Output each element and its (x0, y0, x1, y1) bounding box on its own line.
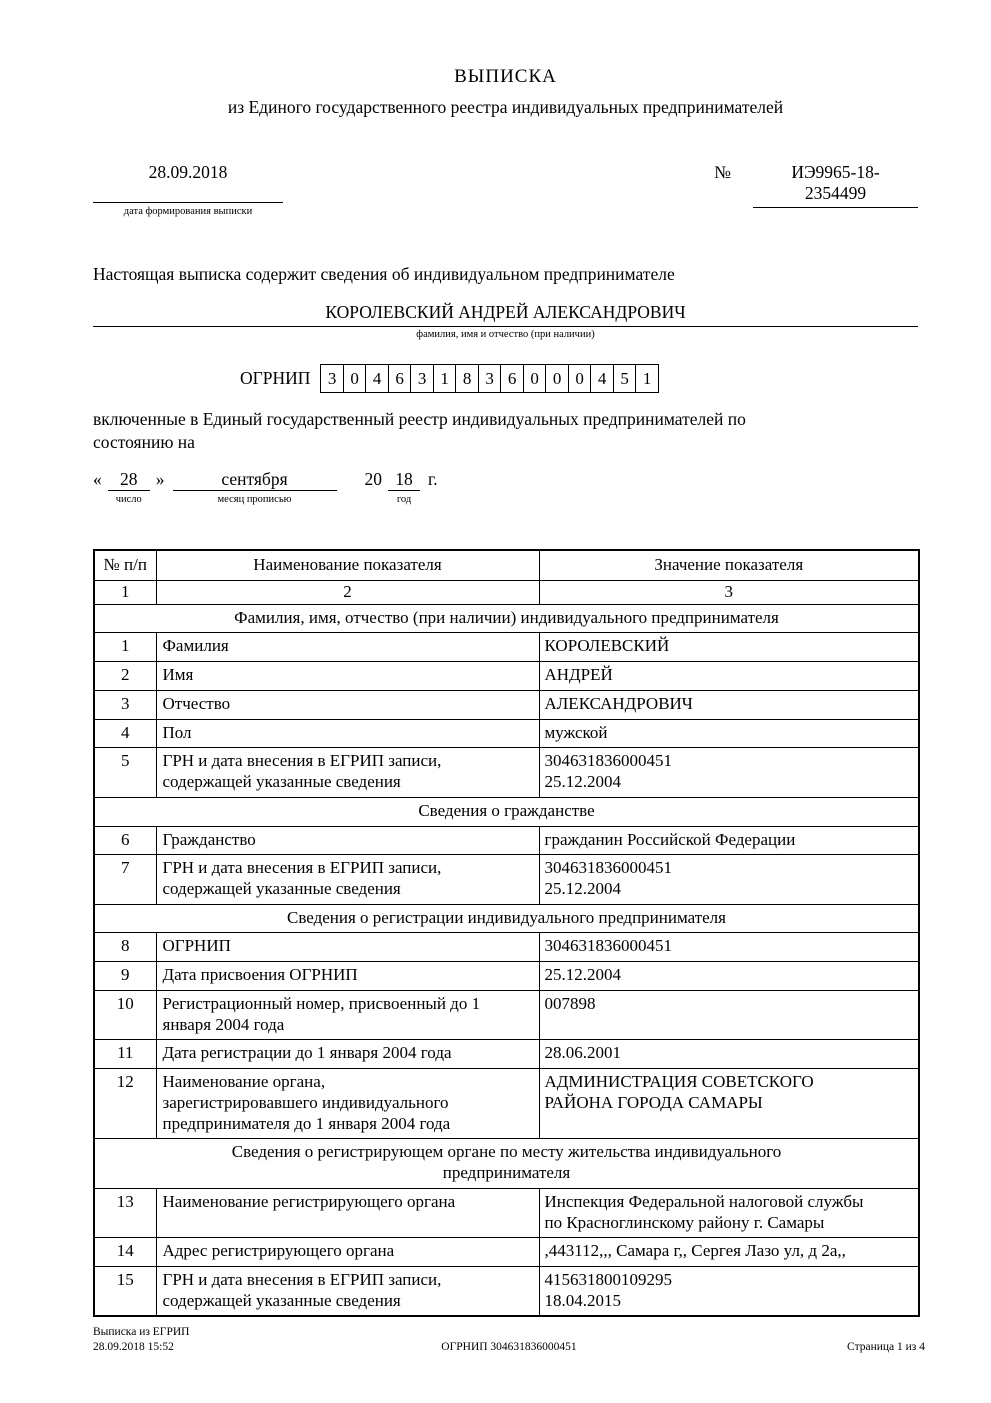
indicator-name-cell (156, 748, 539, 797)
indicator-value-cell (539, 990, 919, 1039)
text-line: включенные в Единый государственный реестр индивидуальных предпринимателей по (93, 409, 746, 429)
row-number-cell: 2 (94, 662, 156, 691)
text-line: 18.04.2015 (544, 1290, 621, 1310)
text-line: содержащей указанные сведения (162, 879, 401, 898)
text-line: Дата регистрации до 1 января 2004 года (162, 1043, 452, 1063)
document-number (753, 162, 918, 208)
row-number-cell: 12 (94, 1069, 156, 1139)
indicator-value-cell (539, 719, 919, 748)
indicator-value-cell (539, 855, 919, 904)
month-field (173, 469, 337, 505)
table-row (94, 990, 919, 1039)
extract-statement: Настоящая выписка содержит сведения об индивидуальном предпринимателе (93, 264, 675, 284)
indicator-value-cell (539, 633, 919, 662)
indicator-name-cell (156, 990, 539, 1039)
text-line: Регистрационный номер, присвоенный до 1 (162, 993, 481, 1013)
text-line: гражданин Российской Федерации (544, 829, 796, 849)
indicator-value-cell (539, 826, 919, 855)
as-of-date-row (93, 469, 918, 505)
text-line: мужской (544, 722, 608, 742)
text-line: Инспекция Федеральной налоговой службы (544, 1191, 864, 1211)
ogrnip-digit-box: 0 (343, 364, 367, 393)
document-title: ВЫПИСКА (454, 66, 557, 87)
ogrnip-digit-box: 0 (568, 364, 592, 393)
indicator-value-cell (539, 1267, 919, 1317)
table-section-row (94, 1139, 919, 1188)
formation-date: 28.09.2018 (93, 162, 283, 203)
indicator-value-cell (539, 662, 919, 691)
section-header (94, 797, 919, 826)
table-row (94, 1040, 919, 1069)
reference-row (93, 162, 918, 217)
indicator-name-cell (156, 933, 539, 962)
indicator-name-cell (156, 855, 539, 904)
table-row (94, 748, 919, 797)
text-line: Гражданство (162, 829, 256, 849)
ogrnip-digit-box: 3 (478, 364, 502, 393)
indicator-name-cell (156, 1069, 539, 1139)
formation-date-caption: дата формирования выписки (123, 206, 253, 217)
text-line: ГРН и дата внесения в ЕГРИП записи, (162, 858, 442, 878)
number-sign: № (714, 162, 731, 182)
row-number-cell: 9 (94, 962, 156, 991)
table-body (94, 604, 919, 1316)
formation-date-block (93, 162, 283, 217)
column-header-num: № п/п (94, 550, 156, 580)
text-line: содержащей указанные сведения (162, 1290, 401, 1310)
row-number-cell: 1 (94, 633, 156, 662)
column-number-1: 1 (94, 580, 156, 604)
indicator-name-cell (156, 1267, 539, 1317)
ogrnip-digit-box: 8 (455, 364, 479, 393)
month-value: сентября (173, 469, 337, 491)
text-line: ОГРНИП (162, 936, 231, 956)
text-line: ,443112,,, Самара г,, Сергея Лазо ул, д 2а,, (544, 1241, 846, 1261)
footer-timestamp: 28.09.2018 15:52 (93, 1340, 174, 1353)
section-header (94, 604, 919, 633)
text-line: 25.12.2004 (544, 772, 621, 792)
table-row (94, 1267, 919, 1317)
table-row (94, 662, 919, 691)
table-header-row (94, 550, 919, 580)
text-line: ГРН и дата внесения в ЕГРИП записи, (162, 751, 442, 771)
text-line: АДМИНИСТРАЦИЯ СОВЕТСКОГО (544, 1072, 814, 1092)
ogrnip-row (93, 364, 918, 393)
text-line: АЛЕКСАНДРОВИЧ (544, 693, 693, 713)
table-row (94, 633, 919, 662)
indicator-value-cell (539, 1040, 919, 1069)
ogrnip-digit-box: 4 (365, 364, 389, 393)
text-line: Отчество (162, 693, 231, 713)
text-line: по Красноглинскому району г. Самары (544, 1212, 825, 1232)
indicator-value-cell (539, 933, 919, 962)
text-line: ГРН и дата внесения в ЕГРИП записи, (162, 1270, 442, 1290)
ogrnip-digit-box: 0 (523, 364, 547, 393)
page-footer (93, 1325, 925, 1355)
ogrnip-digit-box: 6 (500, 364, 524, 393)
table-row (94, 826, 919, 855)
row-number-cell: 4 (94, 719, 156, 748)
section-header (94, 1139, 919, 1188)
indicator-value-cell (539, 962, 919, 991)
ogrnip-digit-box: 1 (635, 364, 659, 393)
indicator-value-cell (539, 748, 919, 797)
row-number-cell: 14 (94, 1238, 156, 1267)
indicator-name-cell (156, 1188, 539, 1237)
row-number-cell: 10 (94, 990, 156, 1039)
section-header (94, 904, 919, 933)
close-quote: » (155, 469, 165, 490)
column-header-name: Наименование показателя (156, 550, 539, 580)
footer-page-number: Страница 1 из 4 (847, 1340, 925, 1353)
table-row (94, 1188, 919, 1237)
table-row (94, 962, 919, 991)
indicator-name-cell (156, 633, 539, 662)
indicator-name-cell (156, 662, 539, 691)
indicator-name-cell (156, 826, 539, 855)
text-line: 415631800109295 (544, 1270, 672, 1290)
table-row (94, 1238, 919, 1267)
day-caption: число (115, 494, 142, 506)
indicator-value-cell (539, 690, 919, 719)
row-number-cell: 7 (94, 855, 156, 904)
open-quote: « (93, 469, 102, 490)
year-value: 18 (388, 469, 420, 491)
text-line: Сведения о регистрирующем органе по месту жительства индивидуального (231, 1142, 782, 1162)
text-line: состоянию на (93, 432, 195, 453)
footer-doc-type: Выписка из ЕГРИП (93, 1326, 190, 1338)
text-line: КОРОЛЕВСКИЙ (544, 636, 670, 656)
indicator-name-cell (156, 719, 539, 748)
table-section-row (94, 797, 919, 826)
text-line: Наименование органа, (162, 1072, 326, 1092)
year-suffix: г. (428, 469, 438, 490)
ogrnip-digit-box: 0 (545, 364, 569, 393)
row-number-cell: 15 (94, 1267, 156, 1317)
ogrnip-digit-box: 6 (388, 364, 412, 393)
footer-left (93, 1325, 370, 1355)
row-number-cell: 13 (94, 1188, 156, 1237)
text-line: Сведения о регистрации индивидуального предпринимателя (287, 907, 726, 927)
text-line: РАЙОНА ГОРОДА САМАРЫ (544, 1092, 763, 1112)
text-line: 25.12.2004 (544, 879, 621, 898)
text-line: Фамилия, имя, отчество (при наличии) индивидуального предпринимателя (234, 607, 779, 627)
text-line: 25.12.2004 (544, 965, 621, 985)
ogrnip-digit-box: 5 (613, 364, 637, 393)
row-number-cell: 11 (94, 1040, 156, 1069)
document-number-line2: 2354499 (804, 182, 867, 203)
text-line: предпринимателя (442, 1163, 571, 1183)
ogrnip-digit-box: 3 (320, 364, 344, 393)
document-number-block (714, 162, 918, 208)
text-line: 28.06.2001 (544, 1043, 621, 1063)
year-caption: год (396, 494, 412, 506)
text-line: января 2004 года (162, 1014, 285, 1034)
text-line: Дата присвоения ОГРНИП (162, 965, 358, 985)
row-number-cell: 6 (94, 826, 156, 855)
month-caption: месяц прописью (217, 494, 292, 506)
table-section-row (94, 604, 919, 633)
column-number-2: 2 (156, 580, 539, 604)
column-header-value: Значение показателя (539, 550, 919, 580)
text-line: предпринимателя до 1 января 2004 года (162, 1113, 451, 1133)
text-line: 007898 (544, 993, 596, 1013)
ogrnip-digit-boxes (320, 364, 659, 393)
table-row (94, 933, 919, 962)
indicator-name-cell (156, 1040, 539, 1069)
table-section-row (94, 904, 919, 933)
text-line: 304631836000451 (544, 936, 672, 956)
indicator-name-cell (156, 1238, 539, 1267)
text-line: содержащей указанные сведения (162, 772, 401, 792)
year-field (388, 469, 420, 505)
indicator-name-cell (156, 962, 539, 991)
entrepreneur-name-caption: фамилия, имя и отчество (при наличии) (416, 329, 595, 340)
text-line: зарегистрировавшего индивидуального (162, 1092, 449, 1112)
entrepreneur-name: КОРОЛЕВСКИЙ АНДРЕЙ АЛЕКСАНДРОВИЧ (325, 302, 686, 322)
text-line: Сведения о гражданстве (418, 800, 595, 820)
text-line: 304631836000451 (544, 751, 672, 771)
day-field (108, 469, 150, 505)
ogrnip-digit-box: 1 (433, 364, 457, 393)
text-line: Пол (162, 722, 192, 742)
table-row (94, 1069, 919, 1139)
indicator-value-cell (539, 1069, 919, 1139)
ogrnip-label: ОГРНИП (240, 368, 311, 388)
indicator-value-cell (539, 1238, 919, 1267)
row-number-cell: 3 (94, 690, 156, 719)
ogrnip-digit-box: 3 (410, 364, 434, 393)
text-line: Имя (162, 665, 194, 685)
indicator-value-cell (539, 1188, 919, 1237)
column-numbers-row (94, 580, 919, 604)
row-number-cell: 8 (94, 933, 156, 962)
ogrnip-digit-box: 4 (590, 364, 614, 393)
included-statement (93, 408, 918, 454)
footer-ogrnip: ОГРНИП 304631836000451 (441, 1340, 577, 1353)
text-line: Фамилия (162, 636, 229, 656)
text-line: АНДРЕЙ (544, 665, 613, 685)
indicator-name-cell (156, 690, 539, 719)
document-number-line1: ИЭ9965-18- (791, 162, 880, 182)
table-row (94, 690, 919, 719)
column-number-3: 3 (539, 580, 919, 604)
table-row (94, 719, 919, 748)
day-value: 28 (108, 469, 150, 491)
text-line: Адрес регистрирующего органа (162, 1241, 395, 1261)
text-line: 304631836000451 (544, 858, 672, 878)
document-subtitle: из Единого государственного реестра индивидуальных предпринимателей (227, 97, 784, 117)
text-line: Наименование регистрирующего органа (162, 1191, 456, 1211)
table-row (94, 855, 919, 904)
entrepreneur-name-block (93, 302, 918, 327)
row-number-cell: 5 (94, 748, 156, 797)
century-value: 20 (364, 469, 382, 490)
indicators-table (93, 549, 920, 1317)
